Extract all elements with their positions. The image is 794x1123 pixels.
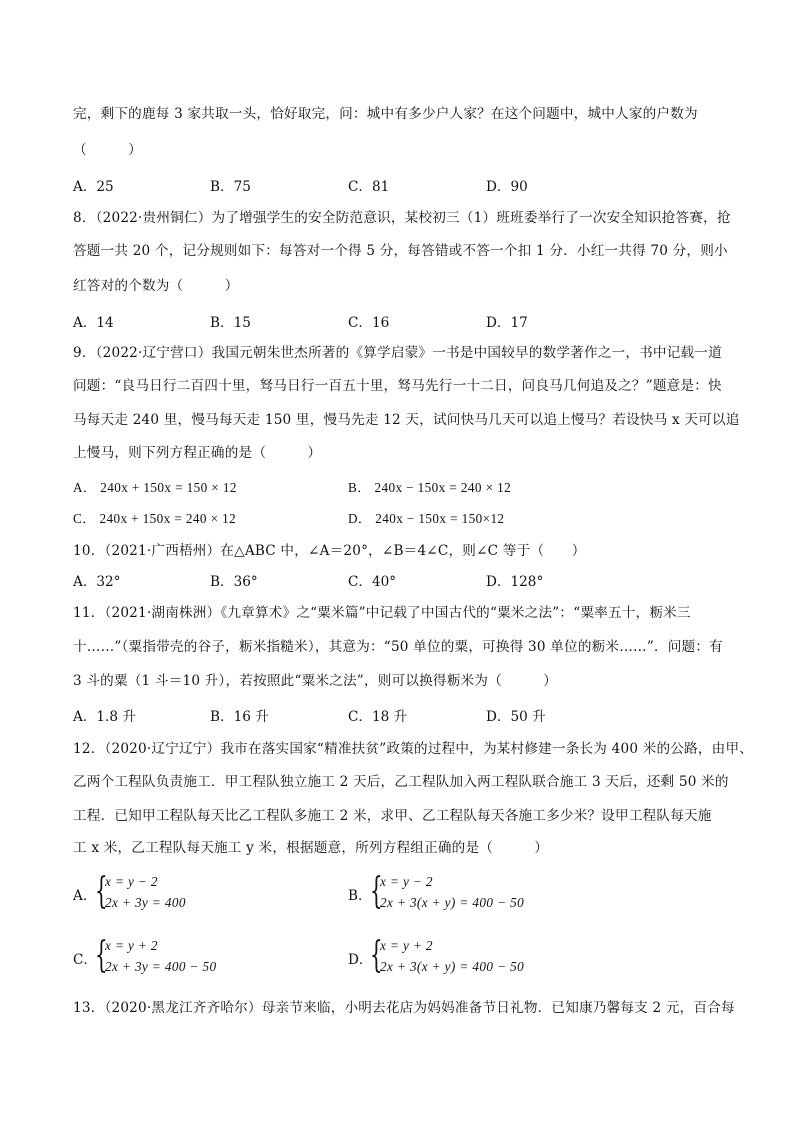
q8-line-1: 8．（2022·贵州铜仁）为了增强学生的安全防范意识，某校初三（1）班班委举行了一次安全知识抢答赛，抢 bbox=[73, 210, 731, 226]
q12-line-4: 工 x 米，乙工程队每天施工 y 米，根据题意，所列方程组正确的是（ ） bbox=[73, 840, 549, 856]
q10-option-b: B．36° bbox=[210, 574, 258, 590]
q11-option-d: D．50 升 bbox=[486, 709, 546, 725]
q7-option-a: A．25 bbox=[73, 179, 114, 195]
brace-glyph: { bbox=[370, 935, 383, 976]
q9-line-1: 9．（2022·辽宁营口）我国元朝朱世杰所著的《算学启蒙》一书是中国较早的数学著作之一，书中记载一道 bbox=[73, 345, 722, 361]
q9-option-b: B． 240x − 150x = 240 × 12 bbox=[348, 480, 512, 495]
q12-line-3: 工程．已知甲工程队每天比乙工程队多施工 2 米，求甲、乙工程队每天各施工多少米？设甲工程队每天施 bbox=[73, 808, 712, 824]
q9-line-2: 问题：“良马日行二百四十里，驽马日行一百五十里，驽马先行一十二日，问良马几何追及之？”题意是：快 bbox=[73, 378, 722, 394]
q12-line-1: 12．（2020·辽宁辽宁）我市在落实国家“精准扶贫”政策的过程中，为某村修建一条长为 400 米的公路，由甲、 bbox=[73, 741, 754, 757]
equation-row-1: x = y − 2 bbox=[105, 874, 158, 889]
q9-option-d: D． 240x − 150x = 150×12 bbox=[348, 511, 505, 526]
q10-option-a: A．32° bbox=[73, 574, 121, 590]
q9-option-a: A． 240x + 150x = 150 × 12 bbox=[73, 480, 237, 495]
q10-option-d: D．128° bbox=[486, 574, 544, 590]
brace-glyph: { bbox=[95, 935, 108, 976]
equation-row-1: x = y + 2 bbox=[380, 938, 433, 953]
brace-glyph: { bbox=[370, 871, 383, 912]
q10-option-c: C．40° bbox=[348, 574, 397, 590]
q9-option-c: C． 240x + 150x = 240 × 12 bbox=[73, 511, 237, 526]
option-label: B． bbox=[348, 888, 372, 904]
q8-option-c: C．16 bbox=[348, 315, 390, 331]
q7-option-d: D．90 bbox=[486, 179, 528, 195]
option-label: C． bbox=[73, 952, 97, 968]
q11-line-1: 11．（2021·湖南株洲）《九章算术》之“粟米篇”中记载了中国古代的“粟米之法”：“粟率五十，粝米三 bbox=[73, 605, 691, 621]
q7-option-b: B．75 bbox=[210, 179, 251, 195]
q9-line-3: 马每天走 240 里，慢马每天走 150 里，慢马先走 12 天，试问快马几天可以追上慢马？若设快马 x 天可以追 bbox=[73, 412, 740, 428]
equation-row-2: 2x + 3(x + y) = 400 − 50 bbox=[380, 895, 525, 910]
q7-option-c: C．81 bbox=[348, 179, 390, 195]
option-label: D． bbox=[348, 952, 373, 968]
brace-glyph: { bbox=[95, 871, 108, 912]
q8-option-b: B．15 bbox=[210, 315, 251, 331]
equation-row-2: 2x + 3y = 400 − 50 bbox=[105, 959, 217, 974]
q8-option-d: D．17 bbox=[486, 315, 528, 331]
q13-line-1: 13．（2020·黑龙江齐齐哈尔）母亲节来临，小明去花店为妈妈准备节日礼物．已知康乃馨每支 2 元，百合每 bbox=[73, 1000, 735, 1016]
q11-option-c: C．18 升 bbox=[348, 709, 408, 725]
q8-option-a: A．14 bbox=[73, 315, 114, 331]
q7-continuation: 完，剩下的鹿每 3 家共取一头，恰好取完，问：城中有多少户人家？在这个问题中，城中人家的户数为 bbox=[73, 106, 698, 122]
q10-line-1: 10．（2021·广西梧州）在△ABC 中，∠A＝20°，∠B＝4∠C，则∠C 等于（ ） bbox=[73, 543, 586, 559]
equation-row-1: x = y − 2 bbox=[380, 874, 433, 889]
equation-row-1: x = y + 2 bbox=[105, 938, 158, 953]
q8-line-3: 红答对的个数为（ ） bbox=[73, 278, 239, 294]
q11-line-3: 3 斗的粟（1 斗＝10 升），若按照此“粟米之法”，则可以换得粝米为（ ） bbox=[73, 673, 558, 689]
q8-line-2: 答题一共 20 个，记分规则如下：每答对一个得 5 分，每答错或不答一个扣 1 分．小红一共得 70 分，则小 bbox=[73, 243, 728, 259]
q11-option-b: B．16 升 bbox=[210, 709, 269, 725]
q12-line-2: 乙两个工程队负责施工．甲工程队独立施工 2 天后，乙工程队加入两工程队联合施工 3 天后，还剩 50 米的 bbox=[73, 774, 729, 790]
option-label: A． bbox=[73, 888, 97, 904]
equation-row-2: 2x + 3y = 400 bbox=[105, 895, 186, 910]
q11-option-a: A．1.8 升 bbox=[73, 709, 136, 725]
q11-line-2: 十……”（粟指带壳的谷子，粝米指糙米），其意为：“50 单位的粟，可换得 30 单位的粝米……”．问题：有 bbox=[73, 639, 723, 655]
q7-answer-blank: （ ） bbox=[73, 142, 142, 158]
equation-row-2: 2x + 3(x + y) = 400 − 50 bbox=[380, 959, 525, 974]
q9-line-4: 上慢马，则下列方程正确的是（ ） bbox=[73, 445, 322, 461]
